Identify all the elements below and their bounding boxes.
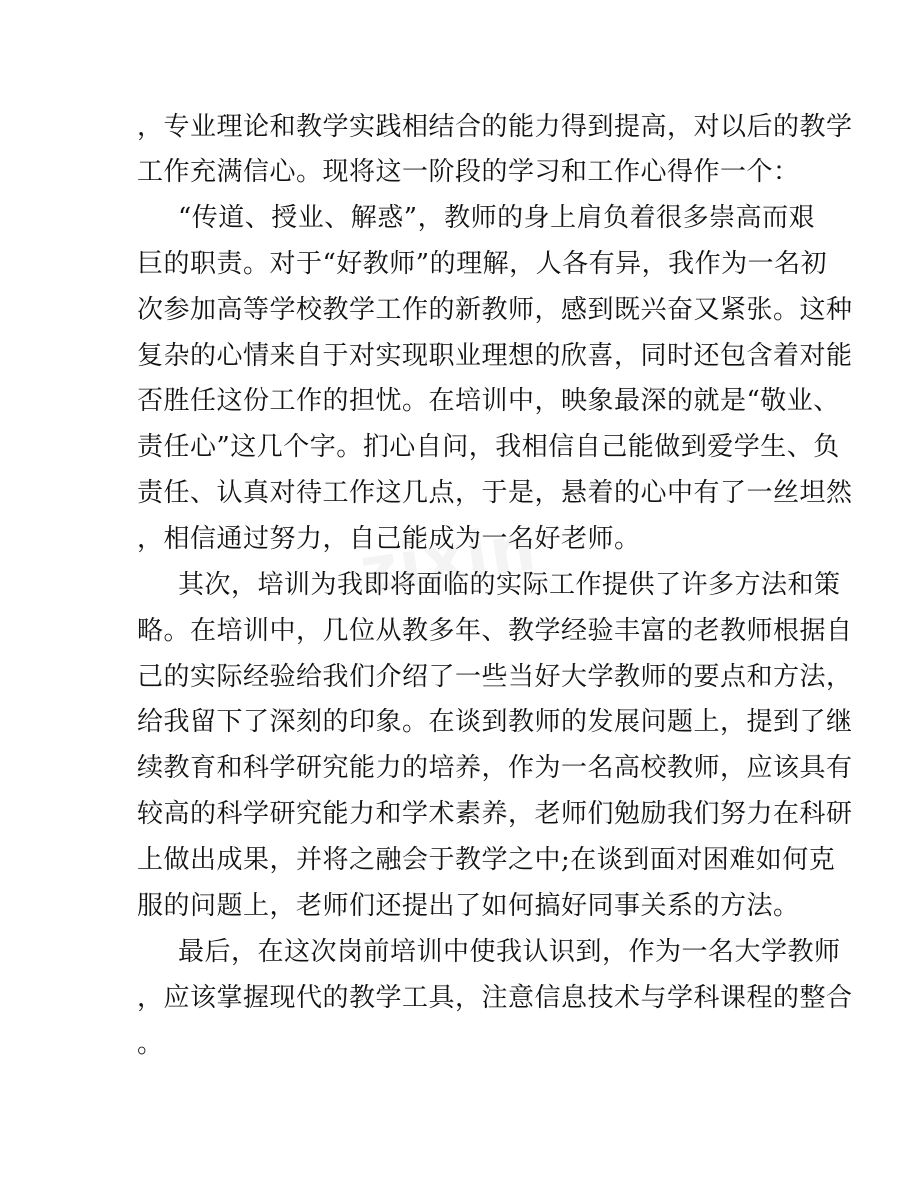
paragraph-3-line-8: 服的问题上，老师们还提出了如何搞好同事关系的方法。 bbox=[137, 891, 800, 921]
paragraph-2-line-5: 否胜任这份工作的担忧。在培训中，映象最深的就是“敬业、 bbox=[137, 386, 840, 416]
paragraph-2-line-8: ，相信通过努力，自己能成为一名好老师。 bbox=[137, 524, 641, 554]
paragraph-3-line-1: 其次，培训为我即将面临的实际工作提供了许多方法和策 bbox=[178, 570, 841, 600]
paragraph-3-line-5: 续教育和科学研究能力的培养，作为一名高校教师，应该具有 bbox=[137, 753, 853, 783]
paragraph-2-line-7: 责任、认真对待工作这几点，于是，悬着的心中有了一丝坦然 bbox=[137, 478, 853, 508]
paragraph-4-line-3: 。 bbox=[137, 1029, 164, 1059]
paragraph-4-line-2: ，应该掌握现代的教学工具，注意信息技术与学科课程的整合 bbox=[137, 983, 853, 1013]
paragraph-3-line-6: 较高的科学研究能力和学术素养，老师们勉励我们努力在科研 bbox=[137, 799, 853, 829]
paragraph-3-line-2: 略。在培训中，几位从教多年、教学经验丰富的老教师根据自 bbox=[137, 616, 853, 646]
paragraph-1-line-2: 工作充满信心。现将这一阶段的学习和工作心得作一个： bbox=[137, 157, 800, 187]
paragraph-2-line-1: “传道、授业、解惑”，教师的身上肩负着很多崇高而艰 bbox=[178, 203, 816, 233]
paragraph-2-line-4: 复杂的心情来自于对实现职业理想的欣喜，同时还包含着对能 bbox=[137, 341, 853, 371]
paragraph-2-line-3: 次参加高等学校教学工作的新教师，感到既兴奋又紧张。这种 bbox=[137, 295, 853, 325]
paragraph-2-line-2: 巨的职责。对于“好教师”的理解，人各有异，我作为一名初 bbox=[137, 249, 828, 279]
paragraph-2-line-6: 责任心”这几个字。扪心自问，我相信自己能做到爱学生、负 bbox=[137, 432, 840, 462]
paragraph-3-line-7: 上做出成果，并将之融会于教学之中;在谈到面对困难如何克 bbox=[137, 845, 836, 875]
paragraph-4-line-1: 最后，在这次岗前培训中使我认识到，作为一名大学教师 bbox=[178, 937, 841, 967]
paragraph-1-line-1: ，专业理论和教学实践相结合的能力得到提高，对以后的教学 bbox=[137, 112, 853, 142]
paragraph-3-line-3: 己的实际经验给我们介绍了一些当好大学教师的要点和方法， bbox=[137, 662, 853, 692]
paragraph-3-line-4: 给我留下了深刻的印象。在谈到教师的发展问题上，提到了继 bbox=[137, 707, 853, 737]
